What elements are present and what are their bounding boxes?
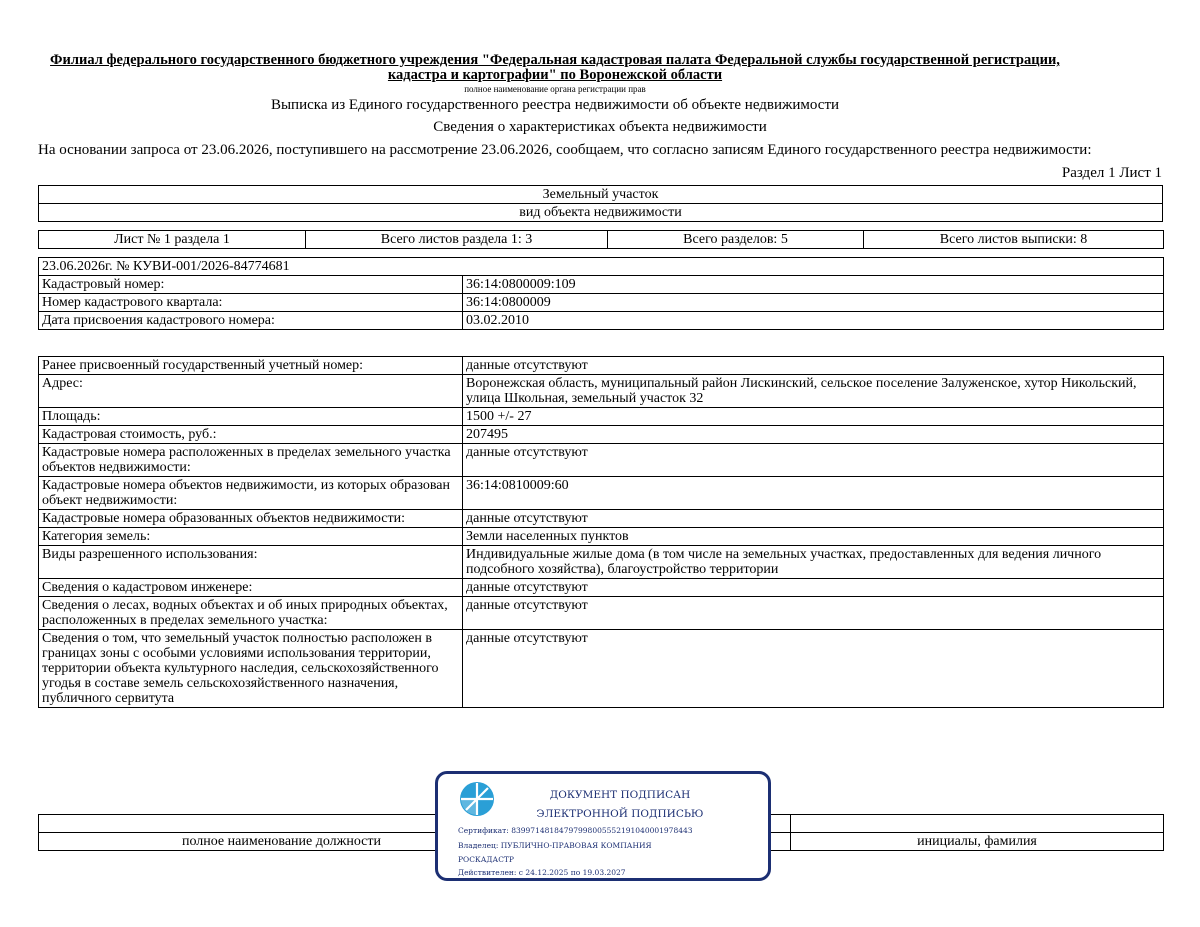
field-value: 36:14:0800009:109 xyxy=(463,276,1164,294)
field-label: Категория земель: xyxy=(39,528,463,546)
document-title: Выписка из Единого государственного реестра недвижимости об объекте недвижимости xyxy=(270,97,840,113)
document-subtitle: Сведения о характеристиках объекта недвижимости xyxy=(433,119,767,135)
document-number: 23.06.2026г. № КУВИ-001/2026-84774681 xyxy=(39,258,1164,276)
stamp-line1: ДОКУМЕНТ ПОДПИСАН xyxy=(549,789,691,801)
table-row xyxy=(39,276,1164,294)
table-row xyxy=(39,528,1164,546)
table-row xyxy=(39,477,1164,510)
section-reference: Раздел 1 Лист 1 xyxy=(1061,165,1162,181)
sheets-table xyxy=(38,230,1164,249)
stamp-line2: ЭЛЕКТРОННОЙ ПОДПИСЬЮ xyxy=(536,808,704,820)
sheet-number: Лист № 1 раздела 1 xyxy=(39,231,306,249)
stamp-validity: Действителен: с 24.12.2025 по 19.03.2027 xyxy=(458,868,626,877)
name-field xyxy=(791,815,1164,833)
field-label: Кадастровая стоимость, руб.: xyxy=(39,426,463,444)
field-value: данные отсутствуют xyxy=(463,357,1164,375)
stamp-owner-name: РОСКАДАСТР xyxy=(458,855,514,864)
field-label: Сведения о том, что земельный участок полностью расположен в границах зоны с особыми условиями использования территории, территории объекта культурного наследия, сельскохозяйственного угодья в составе земель сельскохозяйственного назначения, публичного сервитута xyxy=(39,630,463,708)
field-label: Виды разрешенного использования: xyxy=(39,546,463,579)
total-sheet-count: Всего листов выписки: 8 xyxy=(864,231,1164,249)
name-note: инициалы, фамилия xyxy=(791,833,1164,851)
position-note: полное наименование должности xyxy=(39,833,525,851)
field-value: данные отсутствуют xyxy=(463,444,1164,477)
request-statement: На основании запроса от 23.06.2026, поступившего на рассмотрение 23.06.2026, сообщаем, что согласно записям Единого государственного реестра недвижимости: xyxy=(38,142,1092,158)
table-row xyxy=(39,408,1164,426)
section-sheet-count: Всего листов раздела 1: 3 xyxy=(306,231,608,249)
field-label: Сведения о лесах, водных объектах и об иных природных объектах, расположенных в пределах земельного участка: xyxy=(39,597,463,630)
field-label: Номер кадастрового квартала: xyxy=(39,294,463,312)
field-value: 207495 xyxy=(463,426,1164,444)
field-label: Ранее присвоенный государственный учетный номер: xyxy=(39,357,463,375)
table-row xyxy=(39,510,1164,528)
field-value: Земли населенных пунктов xyxy=(463,528,1164,546)
field-value: данные отсутствуют xyxy=(463,579,1164,597)
details-table xyxy=(38,356,1164,708)
field-value: 03.02.2010 xyxy=(463,312,1164,330)
field-label: Кадастровые номера объектов недвижимости, из которых образован объект недвижимости: xyxy=(39,477,463,510)
field-value: данные отсутствуют xyxy=(463,597,1164,630)
field-value: 1500 +/- 27 xyxy=(463,408,1164,426)
field-label: Кадастровые номера образованных объектов недвижимости: xyxy=(39,510,463,528)
table-row xyxy=(39,357,1164,375)
electronic-signature-stamp xyxy=(435,771,771,881)
stamp-certificate: Сертификат: 8399714818479799800555219104000197844З xyxy=(458,826,693,835)
field-value: Воронежская область, муниципальный район Лискинский, сельское поселение Залуженское, хутор Никольский, улица Школьная, земельный участок 32 xyxy=(463,375,1164,408)
object-type-note: вид объекта недвижимости xyxy=(39,204,1163,222)
field-label: Кадастровые номера расположенных в пределах земельного участка объектов недвижимости: xyxy=(39,444,463,477)
table-row xyxy=(39,426,1164,444)
stamp-owner: Владелец: ПУБЛИЧНО-ПРАВОВАЯ КОМПАНИЯ xyxy=(458,841,652,850)
field-value: данные отсутствуют xyxy=(463,510,1164,528)
field-label: Адрес: xyxy=(39,375,463,408)
object-type: Земельный участок xyxy=(39,186,1163,204)
object-type-table xyxy=(38,185,1163,222)
field-value: 36:14:0800009 xyxy=(463,294,1164,312)
field-label: Дата присвоения кадастрового номера: xyxy=(39,312,463,330)
table-row xyxy=(39,597,1164,630)
field-value: данные отсутствуют xyxy=(463,630,1164,708)
section-count: Всего разделов: 5 xyxy=(608,231,864,249)
field-label: Кадастровый номер: xyxy=(39,276,463,294)
org-name-line2: кадастра и картографии" по Воронежской области xyxy=(387,67,723,83)
table-row xyxy=(39,579,1164,597)
table-row xyxy=(39,294,1164,312)
org-name-note: полное наименование органа регистрации прав xyxy=(464,84,646,94)
table-row xyxy=(39,630,1164,708)
field-label: Сведения о кадастровом инженере: xyxy=(39,579,463,597)
field-label: Площадь: xyxy=(39,408,463,426)
table-row xyxy=(39,546,1164,579)
identification-table xyxy=(38,257,1164,330)
org-name-line1: Филиал федерального государственного бюджетного учреждения "Федеральная кадастровая палата Федеральной службы государственной регистрации, xyxy=(50,52,1060,68)
table-row xyxy=(39,312,1164,330)
table-row xyxy=(39,375,1164,408)
table-row xyxy=(39,444,1164,477)
field-value: Индивидуальные жилые дома (в том числе на земельных участках, предоставленных для ведения личного подсобного хозяйства), благоустройство территории xyxy=(463,546,1164,579)
field-value: 36:14:0810009:60 xyxy=(463,477,1164,510)
